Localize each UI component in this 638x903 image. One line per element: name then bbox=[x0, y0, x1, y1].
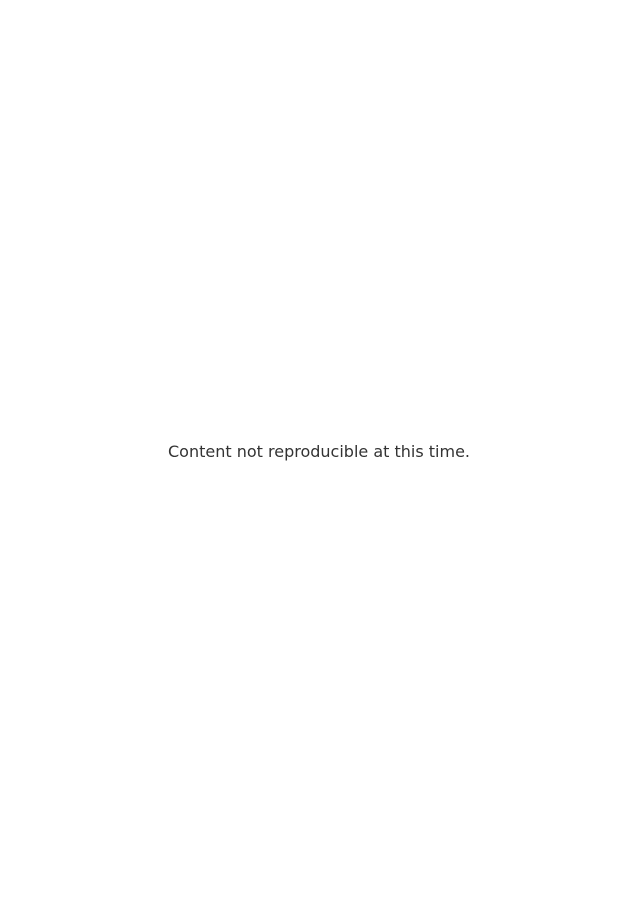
placeholder-message: Content not reproducible at this time. bbox=[168, 442, 470, 461]
